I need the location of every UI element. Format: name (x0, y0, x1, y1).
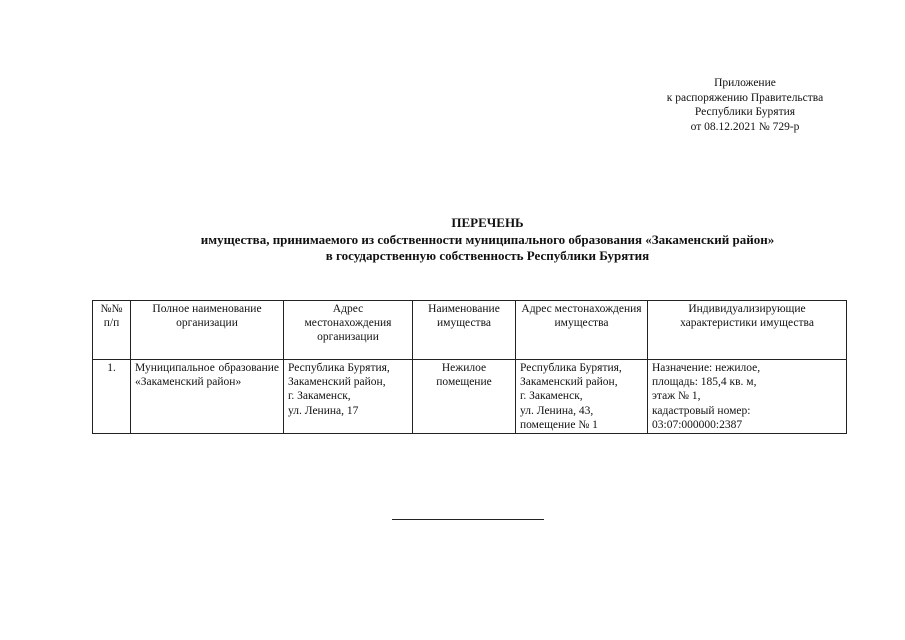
annex-line: от 08.12.2021 № 729-р (690, 120, 800, 133)
annex-line: к распоряжению Правительства (666, 91, 824, 104)
cell-characteristics (648, 360, 847, 434)
cell-property-name: Нежилое помещение (413, 360, 516, 434)
header-characteristics: Индивидуализирующие характеристики имущества (648, 301, 847, 360)
characteristic-line: площадь: 185,4 кв. м, (652, 376, 757, 389)
address-line: помещение № 1 (520, 418, 598, 431)
cell-property-address (516, 360, 648, 434)
address-line: Закаменский район, (520, 376, 618, 389)
cell-number: 1. (93, 360, 131, 434)
address-line: ул. Ленина, 17 (288, 404, 359, 417)
header-organization-address: Адрес местонахождения организации (284, 301, 413, 360)
header-organization-name: Полное наименование организации (131, 301, 284, 360)
header-property-name: Наименование имущества (413, 301, 516, 360)
characteristic-line: Назначение: нежилое, (652, 362, 761, 374)
annex-line: Республики Бурятия (694, 106, 796, 118)
characteristic-line: этаж № 1, (652, 390, 701, 403)
title-line-1: имущества, принимаемого из собственности муниципального образования «Закаменский район» (200, 231, 775, 247)
header-property-address: Адрес местонахождения имущества (516, 301, 648, 360)
title-heading: ПЕРЕЧЕНЬ (451, 215, 524, 230)
address-line: г. Закаменск, (288, 390, 351, 403)
address-line: ул. Ленина, 43, (520, 404, 594, 417)
document-title (90, 215, 885, 265)
address-line: г. Закаменск, (520, 390, 583, 403)
cell-organization-name: Муниципальное образование «Закаменский район» (131, 360, 284, 434)
property-table (92, 300, 847, 434)
characteristic-line: кадастровый номер: (652, 404, 751, 417)
title-line-2: в государственную собственность Республики Бурятия (325, 248, 650, 263)
characteristic-line: 03:07:000000:2387 (652, 418, 743, 431)
cell-organization-address (284, 360, 413, 434)
table-row (93, 360, 847, 434)
closing-divider-line (392, 519, 544, 520)
address-line: Республика Бурятия, (520, 362, 622, 374)
header-number: №№ п/п (93, 301, 131, 360)
annex-line: Приложение (714, 77, 776, 89)
annex-block (640, 76, 850, 134)
address-line: Республика Бурятия, (288, 362, 390, 374)
table-header-row (93, 301, 847, 360)
address-line: Закаменский район, (288, 376, 386, 389)
